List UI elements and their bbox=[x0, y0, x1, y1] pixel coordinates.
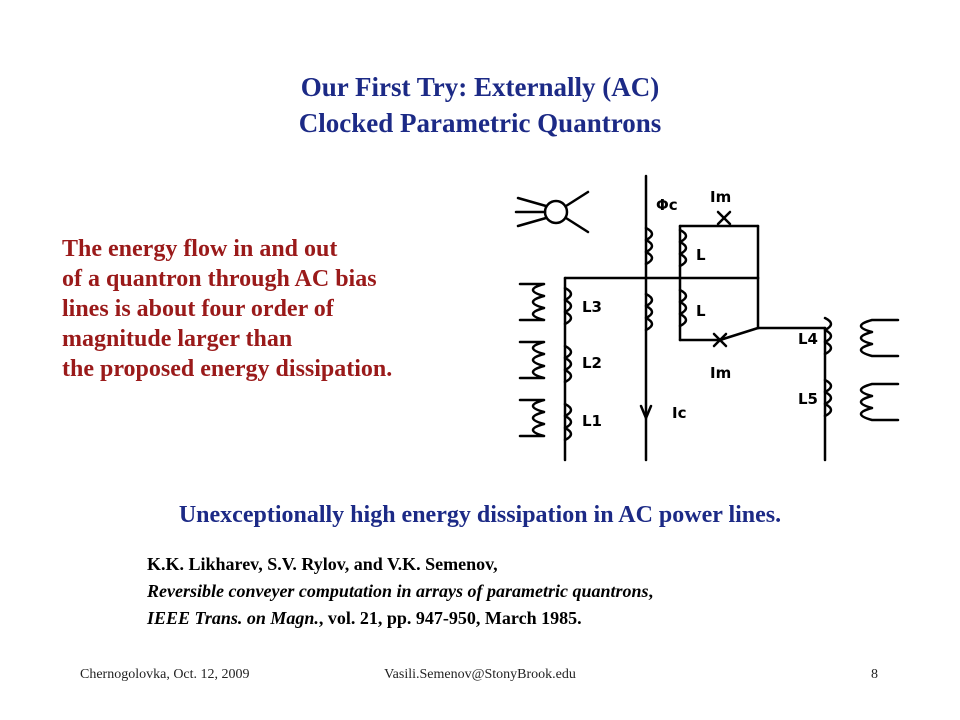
label-l5: L5 bbox=[798, 390, 818, 408]
label-im-bottom: Im bbox=[710, 364, 732, 382]
label-l-bottom: L bbox=[696, 302, 706, 320]
label-im-top: Im bbox=[710, 188, 732, 206]
coupling-coil-right-2 bbox=[861, 384, 898, 420]
body-line: of a quantron through AC bias bbox=[62, 266, 377, 292]
reference-details: , vol. 21, pp. 947-950, March 1985. bbox=[318, 608, 582, 628]
footer-email: Vasili.Semenov@StonyBrook.edu bbox=[384, 667, 576, 682]
coupling-coil-left-3 bbox=[520, 400, 544, 436]
body-text-block bbox=[62, 234, 392, 384]
body-line: magnitude larger than bbox=[62, 326, 293, 352]
body-line: the proposed energy dissipation. bbox=[62, 356, 393, 382]
label-ic: Ic bbox=[672, 404, 687, 422]
reference-block bbox=[147, 551, 653, 632]
footer-left: Chernogolovka, Oct. 12, 2009 bbox=[80, 667, 250, 682]
reference-title: Reversible conveyer computation in arrays of parametric quantrons bbox=[147, 581, 649, 601]
clock-symbol bbox=[545, 201, 567, 223]
reference-authors: K.K. Likharev, S.V. Rylov, and V.K. Semenov, bbox=[147, 554, 498, 574]
coupling-coil-left-1 bbox=[520, 284, 544, 320]
label-l3: L3 bbox=[582, 298, 602, 316]
reference-journal: IEEE Trans. on Magn. bbox=[147, 608, 319, 628]
label-phi-c: Φc bbox=[656, 196, 678, 214]
slide-title-line2: Clocked Parametric Quantrons bbox=[298, 108, 662, 138]
reference-title-suffix: , bbox=[648, 581, 653, 601]
label-l2: L2 bbox=[582, 354, 602, 372]
page-number: 8 bbox=[871, 667, 878, 682]
conclusion-statement: Unexceptionally high energy dissipation in AC power lines. bbox=[178, 502, 782, 528]
coupling-coil-left-2 bbox=[520, 342, 544, 378]
quantron-circuit-diagram bbox=[500, 168, 920, 468]
slide-title-line1: Our First Try: Externally (AC) bbox=[300, 72, 660, 102]
label-l4: L4 bbox=[798, 330, 818, 348]
coupling-coil-right-1 bbox=[861, 320, 898, 356]
label-l-top: L bbox=[696, 246, 706, 264]
body-line: The energy flow in and out bbox=[62, 236, 338, 262]
label-l1: L1 bbox=[582, 412, 602, 430]
body-line: lines is about four order of bbox=[62, 296, 334, 322]
